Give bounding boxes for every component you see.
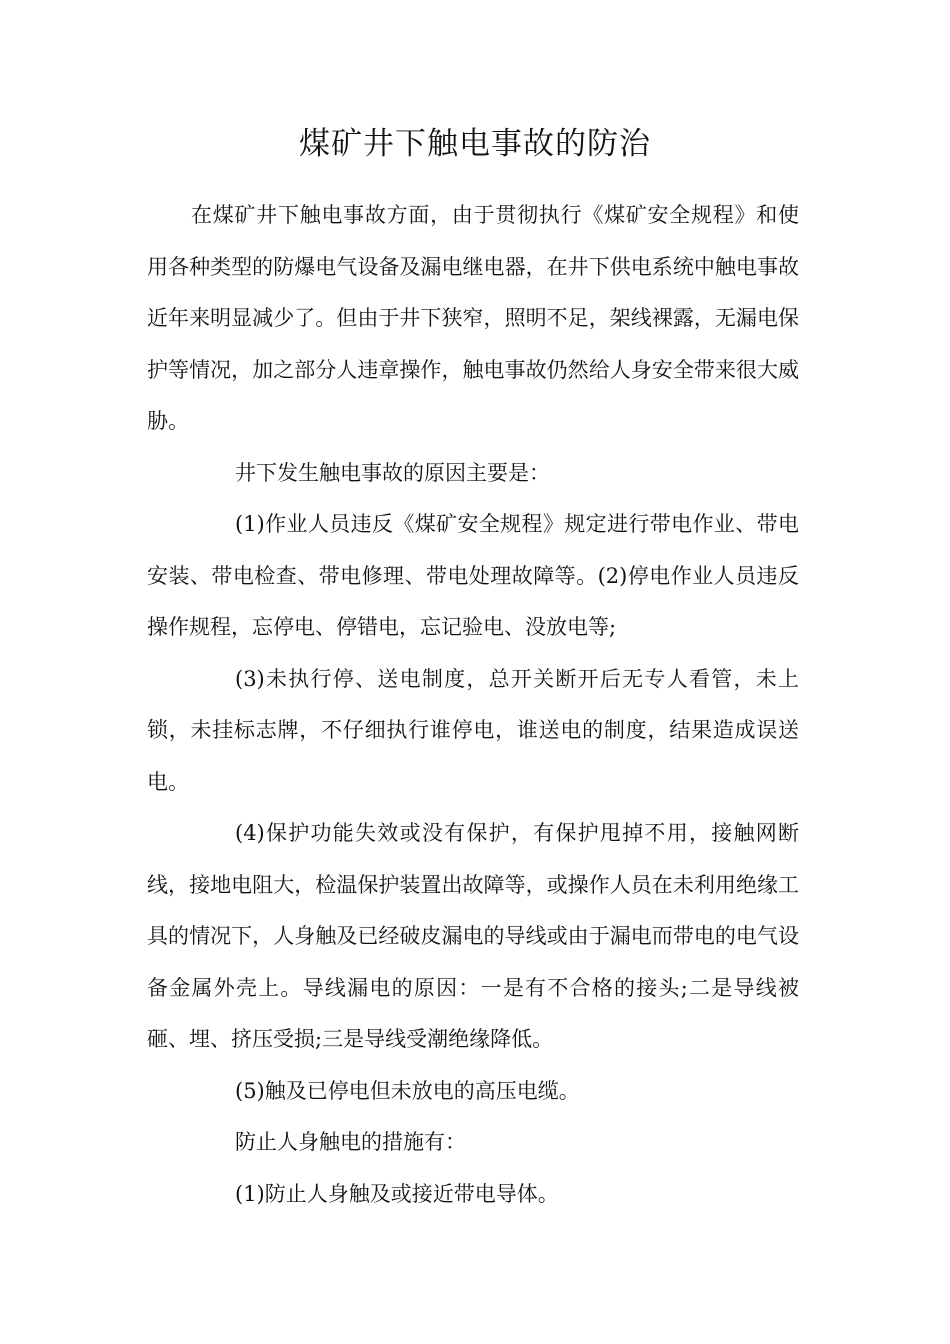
intro-paragraph: 在煤矿井下触电事故方面，由于贯彻执行《煤矿安全规程》和使用各种类型的防爆电气设备及漏电继电器，在井下供电系统中触电事故近年来明显减少了。但由于井下狭窄，照明不足，架线裸露，无漏电保护等情况，加之部分人违章操作，触电事故仍然给人身安全带来很大威胁。 xyxy=(147,203,799,433)
measure-1-paragraph: (1)防止人身触及或接近带电导体。 xyxy=(235,1181,559,1206)
causes-heading-paragraph: 井下发生触电事故的原因主要是： xyxy=(235,460,550,485)
cause-5-paragraph: (5)触及已停电但未放电的高压电缆。 xyxy=(235,1078,580,1103)
measures-heading-paragraph: 防止人身触电的措施有： xyxy=(235,1130,466,1154)
cause-3-paragraph: (3)未执行停、送电制度，总开关断开后无专人看管，未上锁，未挂标志牌，不仔细执行谁停电，谁送电的制度，结果造成误送电。 xyxy=(147,666,799,794)
cause-1-2-paragraph: (1)作业人员违反《煤矿安全规程》规定进行带电作业、带电安装、带电检查、带电修理、带电处理故障等。(2)停电作业人员违反操作规程，忘停电、停错电，忘记验电、没放电等; xyxy=(147,512,799,639)
cause-4-paragraph: (4)保护功能失效或没有保护，有保护甩掉不用，接触网断线，接地电阻大，检温保护装置出故障等，或操作人员在未利用绝缘工具的情况下，人身触及已经破皮漏电的导线或由于漏电而带电的电气设备金属外壳上。导线漏电的原因：一是有不合格的接头;二是导线被砸、埋、挤压受损;三是导线受潮绝缘降低。 xyxy=(147,821,799,1051)
document-title: 煤矿井下触电事故的防治 xyxy=(299,126,651,162)
document-body xyxy=(147,190,799,1220)
